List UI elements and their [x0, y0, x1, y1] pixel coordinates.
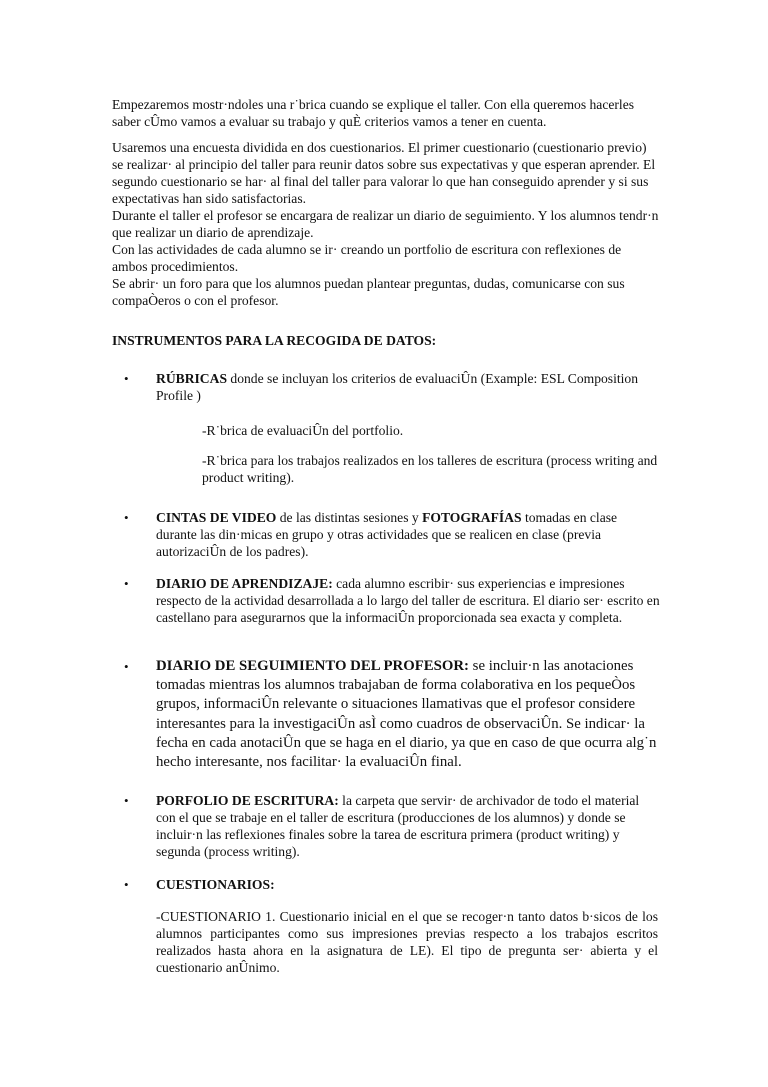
- bullet-icon: •: [124, 576, 129, 591]
- item-title: CINTAS DE VIDEO: [156, 510, 277, 525]
- list-item-cintas-video: • CINTAS DE VIDEO de las distintas sesiones y FOTOGRAFÍAS tomadas en clase durante las din·micas en grupo y otras actividades que se realicen en clase (previa autorizaciÛn de los padres).: [124, 510, 618, 559]
- bullet-icon: •: [124, 659, 129, 674]
- cuestionario-1-text: -CUESTIONARIO 1. Cuestionario inicial en el que se recoger·n tanto datos b·sicos de los alumnos participantes como sus impresiones previas respecto a los trabajos escritos realizados hasta ahora en la asignatura de LE). El tipo de pregunta ser· abierta y el cuestionario anÛnimo.: [156, 909, 658, 975]
- bullet-icon: •: [124, 793, 129, 808]
- item-title: CUESTIONARIOS:: [156, 877, 275, 892]
- bullet-icon: •: [124, 371, 129, 386]
- list-item-porfolio: • PORFOLIO DE ESCRITURA: la carpeta que servir· de archivador de todo el material con el que se trabaje en el taller de escritura (producciones de los alumnos) y donde se incluir·n las reflexiones finales sobre la tarea de escritura primera (product writing) y segunda (process writing).: [124, 793, 640, 859]
- teacher-diary-text: Durante el taller el profesor se encargara de realizar un diario de seguimiento. Y los alumnos tendr·n que realizar un diario de aprendizaje.: [112, 208, 659, 240]
- sub-item-rubrica-portfolio: -R˙brica de evaluaciÛn del portfolio.: [202, 423, 404, 438]
- sub-item-rubrica-talleres: -R˙brica para los trabajos realizados en los talleres de escritura (process writing and product writing).: [202, 453, 658, 485]
- item-title-2: FOTOGRAFÍAS: [422, 510, 522, 525]
- intro-paragraph-1: Empezaremos mostr·ndoles una r˙brica cuando se explique el taller. Con ella queremos hacerles saber cÛmo vamos a evaluar su trabajo y quÈ criterios vamos a tener en cuenta.: [112, 97, 635, 129]
- list-item-diario-aprendizaje: • DIARIO DE APRENDIZAJE: cada alumno escribir· sus experiencias e impresiones respecto de la actividad desarrollada a lo largo del taller de escritura. El diario ser· escrito en castellano para asegurarnos que la informaciÛn proporcionada sea exacta y completa.: [124, 576, 660, 625]
- item-title: RÚBRICAS: [156, 371, 228, 386]
- list-item-cuestionarios: [112, 876, 672, 893]
- bullet-icon: •: [124, 877, 129, 892]
- item-title: DIARIO DE SEGUIMIENTO DEL PROFESOR:: [156, 658, 469, 674]
- intro-paragraph-2: [112, 139, 660, 309]
- list-item-diario-profesor: • DIARIO DE SEGUIMIENTO DEL PROFESOR: se incluir·n las anotaciones tomadas mientras los alumnos trabajaban de forma colaborativa en los pequeÒos grupos, informaciÛn relevante o situaciones llamativas que el profesor considere interesantes para la investigaciÛn asÌ como cuadros de observaciÛn. Se indicar· la fecha en cada anotaciÛn que se haga en el diario, ya que en caso de que ocurra alg˙n hecho interesante, nos facilitar· la evaluaciÛn final.: [124, 658, 657, 771]
- portfolio-text: Con las actividades de cada alumno se ir· creando un portfolio de escritura con reflexiones de ambos procedimientos.: [112, 242, 622, 274]
- forum-text: Se abrir· un foro para que los alumnos puedan plantear preguntas, dudas, comunicarse con sus compaÒeros o con el profesor.: [112, 276, 625, 308]
- section-heading: INSTRUMENTOS PARA LA RECOGIDA DE DATOS:: [112, 333, 437, 348]
- list-item-rubricas: [112, 370, 672, 404]
- item-text: donde se incluyan los criterios de evaluaciÛn (Example: ESL Composition Profile ): [156, 371, 639, 403]
- bullet-icon: •: [124, 510, 129, 525]
- survey-text: Usaremos una encuesta dividida en dos cuestionarios. El primer cuestionario (cuestionario previo) se realizar· al principio del taller para reunir datos sobre sus expectativas y que esperan aprender. El segundo cuestionario se har· al final del taller para valorar lo que han conseguido aprender y si sus expectativas han sido satisfactorias.: [112, 140, 656, 206]
- item-title: PORFOLIO DE ESCRITURA:: [156, 793, 339, 808]
- item-title: DIARIO DE APRENDIZAJE:: [156, 576, 333, 591]
